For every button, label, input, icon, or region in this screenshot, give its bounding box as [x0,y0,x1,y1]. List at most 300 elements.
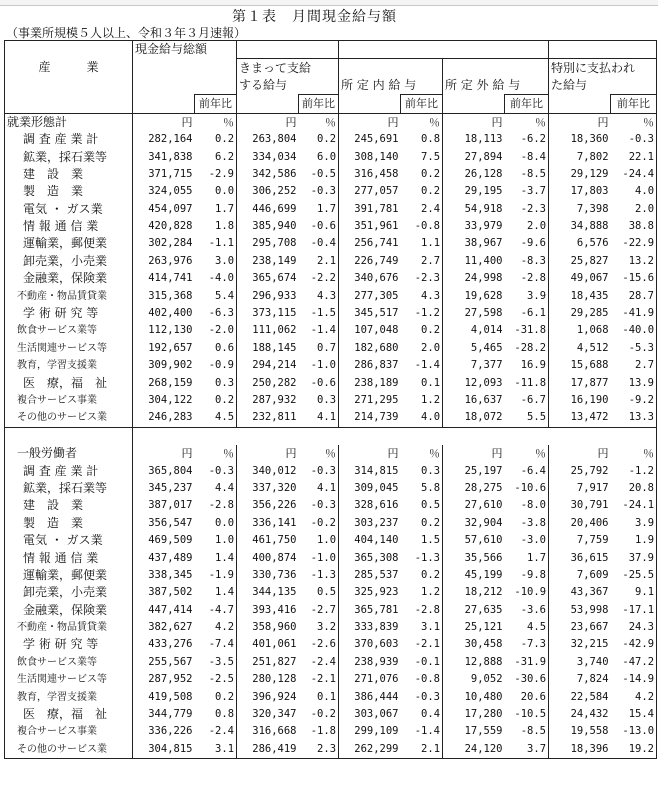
yoy-label: 前年比 [611,95,657,113]
yoy-cell: -9.2 [611,392,657,409]
yoy-cell: -0.9 [195,357,237,374]
industry-name: 複合サービス事業 [5,392,133,409]
amount-cell: 26,128 [464,167,503,180]
table-row [5,688,657,705]
industry-name: 鉱業，採石業等 [5,480,133,497]
table-row [5,340,657,357]
amount-cell: 263,804 [252,133,297,146]
yoy-cell: 1.0 [299,532,339,549]
table-row [5,253,657,270]
amount-cell: 391,781 [354,202,399,215]
table-row [5,287,657,304]
table-row [5,235,657,252]
industry-name: その他のサービス業 [5,741,133,759]
section-divider [5,427,657,445]
amount-cell: 7,609 [576,568,609,581]
yoy-cell: 0.2 [195,392,237,409]
unit-pct: ％ [611,445,657,462]
amount-cell: 238,939 [354,655,399,668]
yoy-cell: -17.1 [611,602,657,619]
industry-name: 学 術 研 究 等 [5,636,133,653]
yoy-cell: 1.1 [401,235,443,252]
amount-cell: 294,214 [252,359,297,372]
yoy-cell: -3.6 [505,602,549,619]
amount-cell: 192,657 [148,341,193,354]
unit-yen: 円 [181,115,193,129]
amount-cell: 10,480 [464,690,503,703]
amount-cell: 304,815 [133,741,195,759]
yoy-cell: -1.4 [299,322,339,339]
amount-cell: 277,057 [354,185,399,198]
yoy-cell: -6.1 [505,305,549,322]
yoy-cell: 0.2 [401,322,443,339]
unit-pct: ％ [505,113,549,131]
amount-cell: 334,034 [252,150,297,163]
amount-cell: 111,062 [252,324,297,337]
yoy-cell: 16.9 [505,357,549,374]
yoy-cell: -2.1 [401,636,443,653]
yoy-cell: -2.8 [505,270,549,287]
amount-cell: 342,586 [252,167,297,180]
amount-cell: 286,419 [237,741,299,759]
amount-cell: 18,072 [443,409,505,427]
yoy-cell: -2.4 [195,723,237,740]
amount-cell: 320,347 [252,708,297,721]
amount-cell: 340,012 [252,464,297,477]
yoy-cell: 6.0 [299,148,339,165]
amount-cell: 107,048 [354,324,399,337]
table-row [5,148,657,165]
amount-cell: 38,967 [464,237,503,250]
yoy-cell: -0.3 [195,462,237,479]
unit-pct: ％ [401,445,443,462]
yoy-cell: -47.2 [611,654,657,671]
amount-cell: 214,739 [339,409,401,427]
table-title: 第１表 月間現金給与額 [232,9,397,25]
yoy-cell: -2.3 [505,201,549,218]
amount-cell: 296,933 [252,289,297,302]
amount-cell: 345,517 [354,307,399,320]
industry-name: 複合サービス事業 [5,723,133,740]
table-row [5,322,657,339]
yoy-cell: 5.4 [195,287,237,304]
amount-cell: 271,076 [354,673,399,686]
table-row [5,636,657,653]
amount-cell: 232,811 [237,409,299,427]
yoy-cell: 20.6 [505,688,549,705]
yoy-cell: -8.5 [505,723,549,740]
industry-name: 調 査 産 業 計 [5,462,133,479]
yoy-cell: -8.5 [505,166,549,183]
yoy-cell: 37.9 [611,549,657,566]
amount-cell: 338,345 [148,568,193,581]
yoy-cell: 0.3 [401,462,443,479]
amount-cell: 188,145 [252,341,297,354]
amount-cell: 344,135 [252,586,297,599]
yoy-cell: 4.2 [611,688,657,705]
amount-cell: 182,680 [354,341,399,354]
industry-name: 生活関連サービス等 [5,340,133,357]
yoy-cell: 0.3 [195,374,237,391]
yoy-cell: -8.3 [505,253,549,270]
header-contractual-1: きまって支給 [237,59,339,77]
amount-cell: 393,416 [252,603,297,616]
yoy-cell: -3.8 [505,515,549,532]
amount-cell: 365,804 [148,464,193,477]
yoy-cell: -1.8 [299,723,339,740]
yoy-cell: -0.1 [401,654,443,671]
industry-name: 医 療，福 祉 [5,706,133,723]
amount-cell: 1,068 [576,324,609,337]
yoy-cell: 4.4 [195,480,237,497]
yoy-cell: 0.1 [299,688,339,705]
amount-cell: 314,815 [354,464,399,477]
amount-cell: 25,197 [464,464,503,477]
amount-cell: 18,360 [570,133,609,146]
table-row [5,654,657,671]
amount-cell: 344,779 [148,708,193,721]
amount-cell: 6,576 [576,237,609,250]
amount-cell: 17,280 [464,708,503,721]
amount-cell: 345,237 [148,481,193,494]
amount-cell: 382,627 [148,621,193,634]
yoy-cell: 22.1 [611,148,657,165]
yoy-cell: 38.8 [611,218,657,235]
yoy-cell: 3.1 [401,619,443,636]
amount-cell: 308,140 [354,150,399,163]
header-overtime: 所 定 外 給 与 [443,77,549,95]
amount-cell: 386,444 [354,690,399,703]
header-row-yoy [5,95,657,113]
amount-cell: 365,674 [252,272,297,285]
amount-cell: 356,547 [148,516,193,529]
table-row [5,183,657,200]
industry-name: 建 設 業 [5,166,133,183]
yoy-cell: -9.6 [505,235,549,252]
table-row [5,584,657,601]
yoy-cell: -2.8 [401,602,443,619]
yoy-cell: 20.8 [611,480,657,497]
yoy-cell: -6.3 [195,305,237,322]
amount-cell: 324,055 [148,185,193,198]
yoy-cell: 1.4 [195,549,237,566]
unit-yen: 円 [285,447,297,461]
yoy-cell: 0.4 [401,706,443,723]
yoy-cell: -6.4 [505,462,549,479]
table-row [5,392,657,409]
amount-cell: 330,736 [252,568,297,581]
amount-cell: 387,502 [148,586,193,599]
unit-yen: 円 [491,115,503,129]
amount-cell: 226,749 [354,254,399,267]
yoy-cell: 2.0 [611,201,657,218]
yoy-cell: 2.0 [401,340,443,357]
amount-cell: 49,067 [570,272,609,285]
amount-cell: 333,839 [354,621,399,634]
yoy-cell: -15.6 [611,270,657,287]
unit-pct: ％ [611,113,657,131]
table-row [5,549,657,566]
yoy-cell: 0.2 [401,515,443,532]
amount-cell: 420,828 [148,220,193,233]
yoy-cell: 1.7 [299,201,339,218]
yoy-cell: 1.7 [195,201,237,218]
yoy-cell: 6.2 [195,148,237,165]
yoy-cell: -3.7 [505,183,549,200]
amount-cell: 414,741 [148,272,193,285]
amount-cell: 24,432 [570,708,609,721]
amount-cell: 18,113 [464,133,503,146]
amount-cell: 27,635 [464,603,503,616]
yoy-cell: 0.2 [299,131,339,148]
yoy-cell: -4.7 [195,602,237,619]
yoy-cell: -0.3 [401,688,443,705]
yoy-cell: -0.3 [611,131,657,148]
industry-name: 生活関連サービス等 [5,671,133,688]
amount-cell: 370,603 [354,638,399,651]
yoy-cell: -2.9 [195,166,237,183]
table-row [5,270,657,287]
amount-cell: 351,961 [354,220,399,233]
unit-pct: ％ [299,445,339,462]
yoy-cell: -40.0 [611,322,657,339]
amount-cell: 18,212 [464,586,503,599]
yoy-cell: -10.6 [505,480,549,497]
yoy-cell: 13.9 [611,374,657,391]
amount-cell: 255,567 [148,655,193,668]
yoy-cell: 5.8 [401,480,443,497]
yoy-cell: -0.6 [299,218,339,235]
table-row [5,357,657,374]
industry-name: 情 報 通 信 業 [5,218,133,235]
amount-cell: 27,598 [464,307,503,320]
yoy-cell: 4.2 [195,619,237,636]
table-row [5,201,657,218]
industry-name: 不動産・物品賃貸業 [5,619,133,636]
table-row [5,480,657,497]
amount-cell: 303,237 [354,516,399,529]
yoy-cell: 2.1 [401,741,443,759]
yoy-cell: -1.1 [195,235,237,252]
amount-cell: 24,120 [443,741,505,759]
industry-name: 運輸業，郵便業 [5,235,133,252]
industry-name: 教育，学習支援業 [5,688,133,705]
amount-cell: 401,061 [252,638,297,651]
yoy-cell: 0.8 [195,706,237,723]
yoy-cell: 4.1 [299,480,339,497]
table-subtitle: （事業所規模５人以上、令和３年３月速報） [6,26,247,40]
amount-cell: 328,616 [354,499,399,512]
amount-cell: 404,140 [354,534,399,547]
yoy-cell: 1.9 [611,532,657,549]
yoy-cell: 0.1 [401,374,443,391]
unit-yen: 円 [181,447,193,461]
yoy-cell: -22.9 [611,235,657,252]
yoy-cell: 0.8 [401,131,443,148]
yoy-cell: -2.0 [195,322,237,339]
industry-name: 建 設 業 [5,497,133,514]
header-industry: 産 業 [5,59,133,77]
yoy-cell: 3.7 [505,741,549,759]
amount-cell: 268,159 [148,376,193,389]
amount-cell: 277,305 [354,289,399,302]
yoy-cell: -0.2 [299,515,339,532]
yoy-cell: -9.8 [505,567,549,584]
amount-cell: 30,791 [570,499,609,512]
yoy-cell: -31.8 [505,322,549,339]
amount-cell: 32,215 [570,638,609,651]
amount-cell: 43,367 [570,586,609,599]
amount-cell: 29,195 [464,185,503,198]
amount-cell: 12,888 [464,655,503,668]
yoy-cell: -2.7 [299,602,339,619]
amount-cell: 315,368 [148,289,193,302]
table-row [5,218,657,235]
yoy-cell: -25.5 [611,567,657,584]
amount-cell: 302,284 [148,237,193,250]
yoy-cell: -7.4 [195,636,237,653]
header-scheduled: 所 定 内 給 与 [339,77,443,95]
amount-cell: 17,877 [570,376,609,389]
amount-cell: 16,190 [570,394,609,406]
yoy-cell: 0.2 [401,567,443,584]
yoy-cell: 4.1 [299,409,339,427]
yoy-cell: 3.0 [195,253,237,270]
amount-cell: 337,320 [252,481,297,494]
table-row [5,166,657,183]
amount-cell: 437,489 [148,551,193,564]
amount-cell: 17,803 [570,185,609,198]
industry-name: 運輸業，郵便業 [5,567,133,584]
header-contractual-2: する給与 [237,77,339,95]
yoy-cell: 7.5 [401,148,443,165]
yoy-cell: -0.8 [401,218,443,235]
amount-cell: 3,740 [576,655,609,668]
amount-cell: 35,566 [464,551,503,564]
industry-name: 製 造 業 [5,515,133,532]
table-row [5,706,657,723]
yoy-cell: 4.5 [505,619,549,636]
industry-name: 不動産・物品賃貸業 [5,287,133,304]
amount-cell: 396,924 [252,690,297,703]
industry-name: 学 術 研 究 等 [5,305,133,322]
amount-cell: 238,149 [252,254,297,267]
unit-yen: 円 [387,447,399,461]
section-all-workers [5,113,657,427]
amount-cell: 7,824 [576,673,609,686]
yoy-cell: 3.2 [299,619,339,636]
yoy-cell: 5.5 [505,409,549,427]
amount-cell: 316,668 [252,725,297,738]
header-row-2 [5,59,657,77]
yoy-cell: -4.0 [195,270,237,287]
yoy-cell: -0.3 [299,497,339,514]
amount-cell: 112,130 [148,324,193,337]
header-row-3 [5,77,657,95]
section1-unit-row [5,113,657,131]
industry-name: 調 査 産 業 計 [5,131,133,148]
yoy-cell: -10.5 [505,706,549,723]
yoy-cell: 2.3 [299,741,339,759]
yoy-cell: -0.4 [299,235,339,252]
yoy-cell: 15.4 [611,706,657,723]
yoy-cell: -24.1 [611,497,657,514]
amount-cell: 282,164 [148,133,193,146]
amount-cell: 365,781 [354,603,399,616]
amount-cell: 57,610 [464,534,503,547]
amount-cell: 18,435 [570,289,609,302]
yoy-label: 前年比 [401,95,443,113]
amount-cell: 32,904 [464,516,503,529]
unit-pct: ％ [401,113,443,131]
yoy-cell: 1.7 [505,549,549,566]
section2-label: 一般労働者 [5,445,133,462]
amount-cell: 7,398 [576,202,609,215]
amount-cell: 7,917 [576,481,609,494]
amount-cell: 419,508 [148,690,193,703]
amount-cell: 358,960 [252,621,297,634]
yoy-cell: -6.2 [505,131,549,148]
wage-table [4,40,657,759]
yoy-cell: 1.5 [401,532,443,549]
amount-cell: 45,199 [464,568,503,581]
yoy-cell: 1.0 [195,532,237,549]
amount-cell: 295,708 [252,237,297,250]
yoy-cell: 0.3 [299,392,339,409]
amount-cell: 306,252 [252,185,297,198]
table-row [5,515,657,532]
yoy-cell: -1.3 [299,567,339,584]
yoy-cell: 4.3 [299,287,339,304]
amount-cell: 12,093 [464,376,503,389]
amount-cell: 30,458 [464,638,503,651]
yoy-cell: -3.0 [505,532,549,549]
amount-cell: 5,465 [470,341,503,354]
amount-cell: 25,792 [570,464,609,477]
amount-cell: 4,512 [576,341,609,354]
amount-cell: 286,837 [354,359,399,372]
amount-cell: 285,537 [354,568,399,581]
amount-cell: 309,902 [148,359,193,372]
yoy-cell: 0.7 [299,340,339,357]
amount-cell: 246,283 [133,409,195,427]
amount-cell: 19,558 [570,725,609,738]
unit-yen: 円 [387,115,399,129]
amount-cell: 25,121 [464,621,503,634]
yoy-cell: -0.6 [299,374,339,391]
yoy-cell: 19.2 [611,741,657,759]
amount-cell: 385,940 [252,220,297,233]
yoy-cell: -7.3 [505,636,549,653]
yoy-cell: -8.4 [505,148,549,165]
yoy-cell: 1.2 [401,392,443,409]
amount-cell: 371,715 [148,167,193,180]
yoy-cell: 9.1 [611,584,657,601]
amount-cell: 402,400 [148,307,193,320]
yoy-cell: 0.2 [195,688,237,705]
yoy-cell: 0.6 [195,340,237,357]
header-total: 現金給与総額 [133,41,237,59]
yoy-cell: -10.9 [505,584,549,601]
yoy-cell: -1.2 [401,305,443,322]
amount-cell: 262,299 [339,741,401,759]
yoy-cell: -13.0 [611,723,657,740]
yoy-cell: -1.3 [401,549,443,566]
yoy-cell: 0.2 [195,131,237,148]
amount-cell: 271,295 [354,394,399,406]
industry-name: 金融業，保険業 [5,602,133,619]
unit-yen: 円 [491,447,503,461]
